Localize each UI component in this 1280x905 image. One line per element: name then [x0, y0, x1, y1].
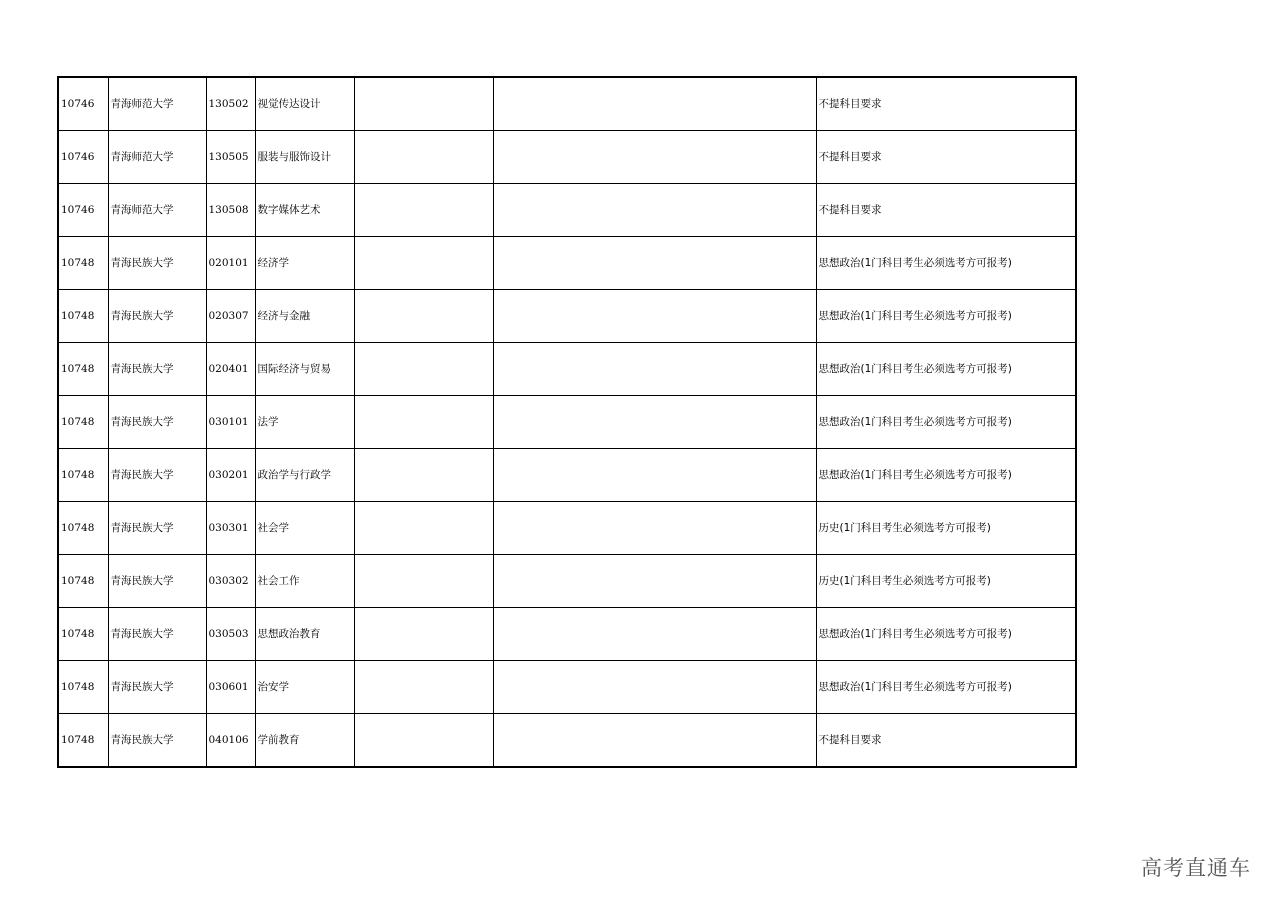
empty-cell [493, 131, 816, 184]
major-code-cell: 030301 [206, 502, 255, 555]
major-code-cell: 130502 [206, 77, 255, 131]
empty-cell [493, 396, 816, 449]
empty-cell [493, 184, 816, 237]
major-code-cell: 130505 [206, 131, 255, 184]
subject-requirement-table [57, 76, 1077, 768]
empty-cell [354, 77, 493, 131]
empty-cell [493, 502, 816, 555]
major-code-cell: 020401 [206, 343, 255, 396]
subject-requirement-cell: 思想政治(1门科目考生必须选考方可报考) [816, 343, 1076, 396]
empty-cell [354, 237, 493, 290]
empty-cell [354, 449, 493, 502]
major-name-cell: 数字媒体艺术 [255, 184, 354, 237]
major-name-cell: 视觉传达设计 [255, 77, 354, 131]
school-code-cell: 10748 [58, 502, 108, 555]
school-name-cell: 青海民族大学 [108, 555, 206, 608]
empty-cell [354, 661, 493, 714]
major-code-cell: 020307 [206, 290, 255, 343]
school-code-cell: 10746 [58, 184, 108, 237]
school-code-cell: 10748 [58, 396, 108, 449]
subject-requirement-cell: 思想政治(1门科目考生必须选考方可报考) [816, 237, 1076, 290]
school-name-cell: 青海民族大学 [108, 449, 206, 502]
major-code-cell: 130508 [206, 184, 255, 237]
school-name-cell: 青海民族大学 [108, 343, 206, 396]
school-code-cell: 10746 [58, 77, 108, 131]
table-row [58, 77, 1076, 131]
school-code-cell: 10748 [58, 714, 108, 768]
table-row [58, 555, 1076, 608]
subject-requirement-cell: 历史(1门科目考生必须选考方可报考) [816, 502, 1076, 555]
empty-cell [354, 131, 493, 184]
major-name-cell: 学前教育 [255, 714, 354, 768]
subject-requirement-cell: 思想政治(1门科目考生必须选考方可报考) [816, 449, 1076, 502]
school-code-cell: 10748 [58, 661, 108, 714]
major-name-cell: 服装与服饰设计 [255, 131, 354, 184]
school-name-cell: 青海民族大学 [108, 502, 206, 555]
subject-requirement-cell: 历史(1门科目考生必须选考方可报考) [816, 555, 1076, 608]
table-body [58, 77, 1076, 767]
table-row [58, 502, 1076, 555]
major-name-cell: 经济与金融 [255, 290, 354, 343]
empty-cell [493, 608, 816, 661]
table-row [58, 449, 1076, 502]
table-row [58, 661, 1076, 714]
school-name-cell: 青海民族大学 [108, 608, 206, 661]
subject-requirement-cell: 不提科目要求 [816, 77, 1076, 131]
empty-cell [354, 184, 493, 237]
major-name-cell: 经济学 [255, 237, 354, 290]
subject-requirement-cell: 不提科目要求 [816, 184, 1076, 237]
empty-cell [493, 237, 816, 290]
subject-requirement-cell: 不提科目要求 [816, 714, 1076, 768]
empty-cell [493, 555, 816, 608]
major-name-cell: 政治学与行政学 [255, 449, 354, 502]
school-code-cell: 10748 [58, 555, 108, 608]
subject-requirement-cell: 思想政治(1门科目考生必须选考方可报考) [816, 396, 1076, 449]
major-name-cell: 国际经济与贸易 [255, 343, 354, 396]
school-name-cell: 青海民族大学 [108, 661, 206, 714]
empty-cell [493, 714, 816, 768]
subject-requirement-cell: 思想政治(1门科目考生必须选考方可报考) [816, 290, 1076, 343]
major-name-cell: 社会学 [255, 502, 354, 555]
school-code-cell: 10748 [58, 343, 108, 396]
empty-cell [493, 290, 816, 343]
major-code-cell: 030101 [206, 396, 255, 449]
table-row [58, 184, 1076, 237]
empty-cell [354, 714, 493, 768]
school-name-cell: 青海民族大学 [108, 290, 206, 343]
table-row [58, 714, 1076, 768]
school-code-cell: 10748 [58, 608, 108, 661]
table-row [58, 608, 1076, 661]
school-name-cell: 青海师范大学 [108, 184, 206, 237]
table-row [58, 290, 1076, 343]
school-code-cell: 10748 [58, 237, 108, 290]
major-code-cell: 030503 [206, 608, 255, 661]
empty-cell [354, 555, 493, 608]
major-code-cell: 030302 [206, 555, 255, 608]
school-code-cell: 10746 [58, 131, 108, 184]
empty-cell [354, 608, 493, 661]
major-code-cell: 040106 [206, 714, 255, 768]
major-name-cell: 社会工作 [255, 555, 354, 608]
subject-requirement-cell: 思想政治(1门科目考生必须选考方可报考) [816, 608, 1076, 661]
school-code-cell: 10748 [58, 449, 108, 502]
watermark-text: 高考直通车 [1141, 856, 1251, 880]
school-name-cell: 青海民族大学 [108, 237, 206, 290]
empty-cell [493, 661, 816, 714]
empty-cell [493, 449, 816, 502]
empty-cell [354, 343, 493, 396]
major-name-cell: 治安学 [255, 661, 354, 714]
major-name-cell: 法学 [255, 396, 354, 449]
table-row [58, 237, 1076, 290]
empty-cell [493, 343, 816, 396]
empty-cell [493, 77, 816, 131]
major-code-cell: 030201 [206, 449, 255, 502]
major-code-cell: 020101 [206, 237, 255, 290]
school-name-cell: 青海民族大学 [108, 396, 206, 449]
empty-cell [354, 396, 493, 449]
empty-cell [354, 290, 493, 343]
subject-requirement-cell: 不提科目要求 [816, 131, 1076, 184]
table-row [58, 396, 1076, 449]
school-name-cell: 青海师范大学 [108, 77, 206, 131]
school-name-cell: 青海民族大学 [108, 714, 206, 768]
major-code-cell: 030601 [206, 661, 255, 714]
subject-requirement-cell: 思想政治(1门科目考生必须选考方可报考) [816, 661, 1076, 714]
table-row [58, 343, 1076, 396]
table-row [58, 131, 1076, 184]
school-code-cell: 10748 [58, 290, 108, 343]
major-name-cell: 思想政治教育 [255, 608, 354, 661]
empty-cell [354, 502, 493, 555]
school-name-cell: 青海师范大学 [108, 131, 206, 184]
